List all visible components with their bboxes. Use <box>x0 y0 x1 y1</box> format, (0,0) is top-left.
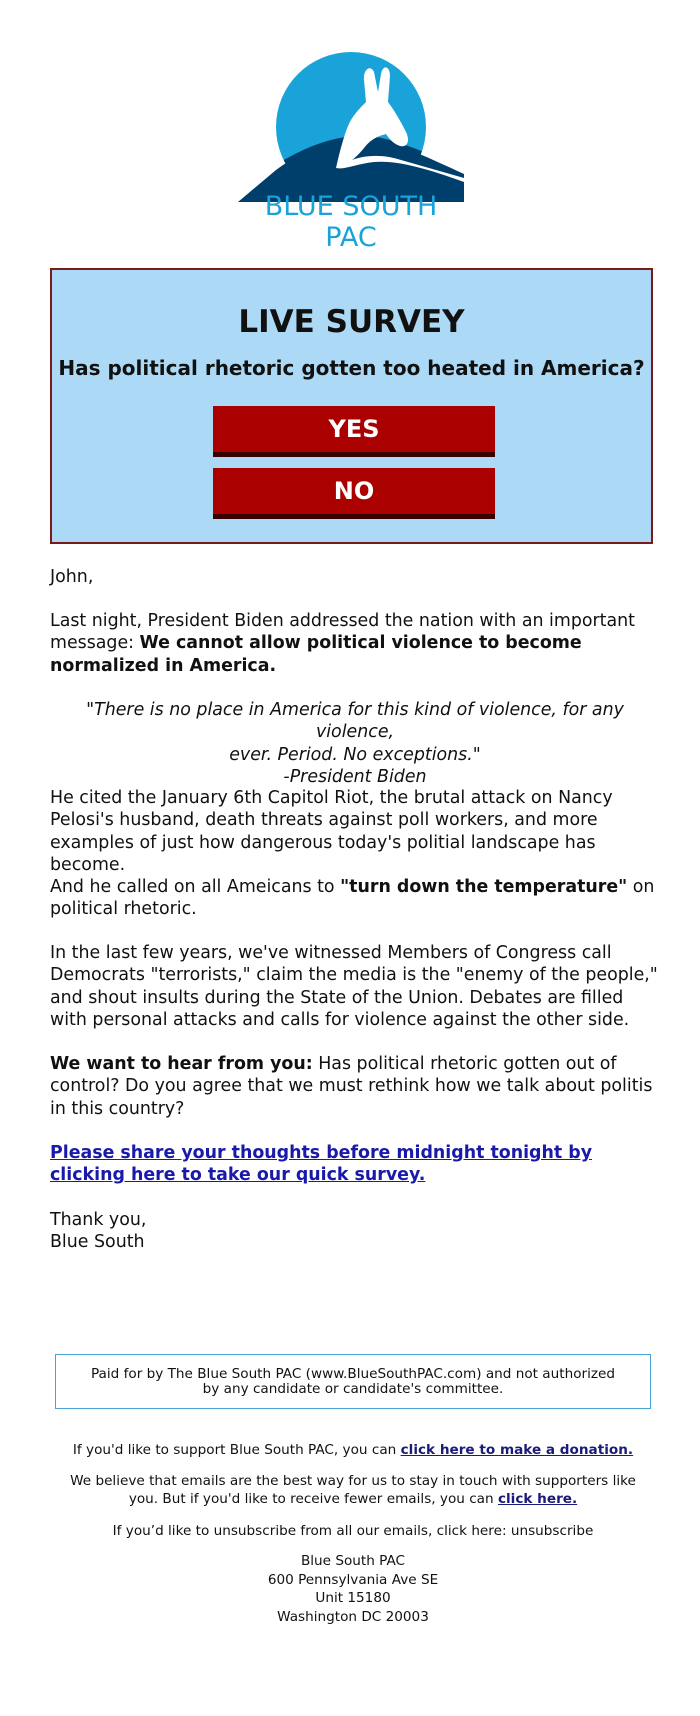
donate-link[interactable]: click here to make a donation. <box>400 1442 634 1458</box>
signoff-line-2: Blue South <box>50 1232 145 1253</box>
paragraph-4: In the last few years, we've witnessed Members of Congress call Democrats "terrorists," claim the media is the "enemy of the people," and shout insults during the State of the Union. Debates are filled with personal attacks and calls for violence against the other side. <box>50 943 658 1030</box>
survey-link-paragraph <box>50 1142 660 1187</box>
signoff-line-1: Thank you, <box>50 1210 147 1230</box>
paragraph-3-bold: "turn down the temperature" <box>340 877 628 897</box>
survey-title: LIVE SURVEY <box>238 304 465 340</box>
greeting: John, <box>50 567 94 587</box>
paragraph-2: He cited the January 6th Capitol Riot, the brutal attack on Nancy Pelosi's husband, death threats against poll workers, and more examples of just how dangerous today's politial landscape has become. <box>50 788 613 875</box>
unsubscribe-link[interactable]: unsubscribe <box>510 1523 594 1539</box>
address-unit: Unit 15180 <box>315 1590 391 1606</box>
unsubscribe-text: If you’d like to unsubscribe from all our emails, click here: <box>112 1523 511 1539</box>
logo <box>236 52 466 253</box>
paragraph-5 <box>50 1053 660 1120</box>
paragraph-1 <box>50 610 660 677</box>
logo-text: BLUE SOUTH PAC <box>264 191 438 253</box>
unsubscribe-line <box>55 1522 651 1540</box>
quote-line-2: ever. Period. No exceptions." <box>229 744 481 765</box>
survey-link[interactable]: Please share your thoughts before midnight tonight by clicking here to take our quick survey. <box>50 1143 593 1186</box>
address-street: 600 Pennsylvania Ave SE <box>267 1571 439 1588</box>
quote-line-1: "There is no place in America for this kind of violence, for any violence, <box>86 700 624 743</box>
paragraph-5-bold: We want to hear from you: <box>50 1054 313 1074</box>
paid-for-disclaimer: Paid for by The Blue South PAC (www.BlueSouthPAC.com) and not authorized by any candidate or candidate's committee. <box>55 1354 651 1409</box>
signoff <box>50 1209 660 1254</box>
mailing-address <box>55 1552 651 1626</box>
donate-line <box>55 1441 651 1459</box>
donate-text: If you'd like to support Blue South PAC, you can <box>72 1442 401 1458</box>
paragraph-5-rest: Has political rhetoric gotten out of control? Do you agree that we must rethink how we talk about politis in this country? <box>50 1054 653 1119</box>
paragraph-1-text: Last night, President Biden addressed the nation with an important message: <box>50 611 635 654</box>
paragraph-3-end: on political rhetoric. <box>50 877 655 920</box>
quote-attribution: -President Biden <box>283 766 427 787</box>
survey-question: Has political rhetoric gotten too heated in America? <box>58 356 645 380</box>
address-city: Washington DC 20003 <box>277 1608 429 1625</box>
no-button[interactable]: NO <box>213 468 495 519</box>
quote <box>50 699 660 788</box>
survey-box <box>50 268 653 544</box>
fewer-emails-link[interactable]: click here. <box>497 1491 578 1507</box>
fewer-emails-text: We believe that emails are the best way for us to stay in touch with supporters like you. But if you'd like to receive fewer emails, you can <box>70 1473 636 1507</box>
donkey-icon <box>236 52 466 202</box>
paragraph-3 <box>50 876 660 921</box>
fewer-emails-line <box>55 1472 651 1508</box>
yes-button[interactable]: YES <box>213 406 495 457</box>
address-org: Blue South PAC <box>300 1553 406 1569</box>
paragraph-3-start: And he called on all Ameicans to <box>50 877 341 897</box>
paragraph-1-bold: We cannot allow political violence to become normalized in America. <box>50 633 582 676</box>
